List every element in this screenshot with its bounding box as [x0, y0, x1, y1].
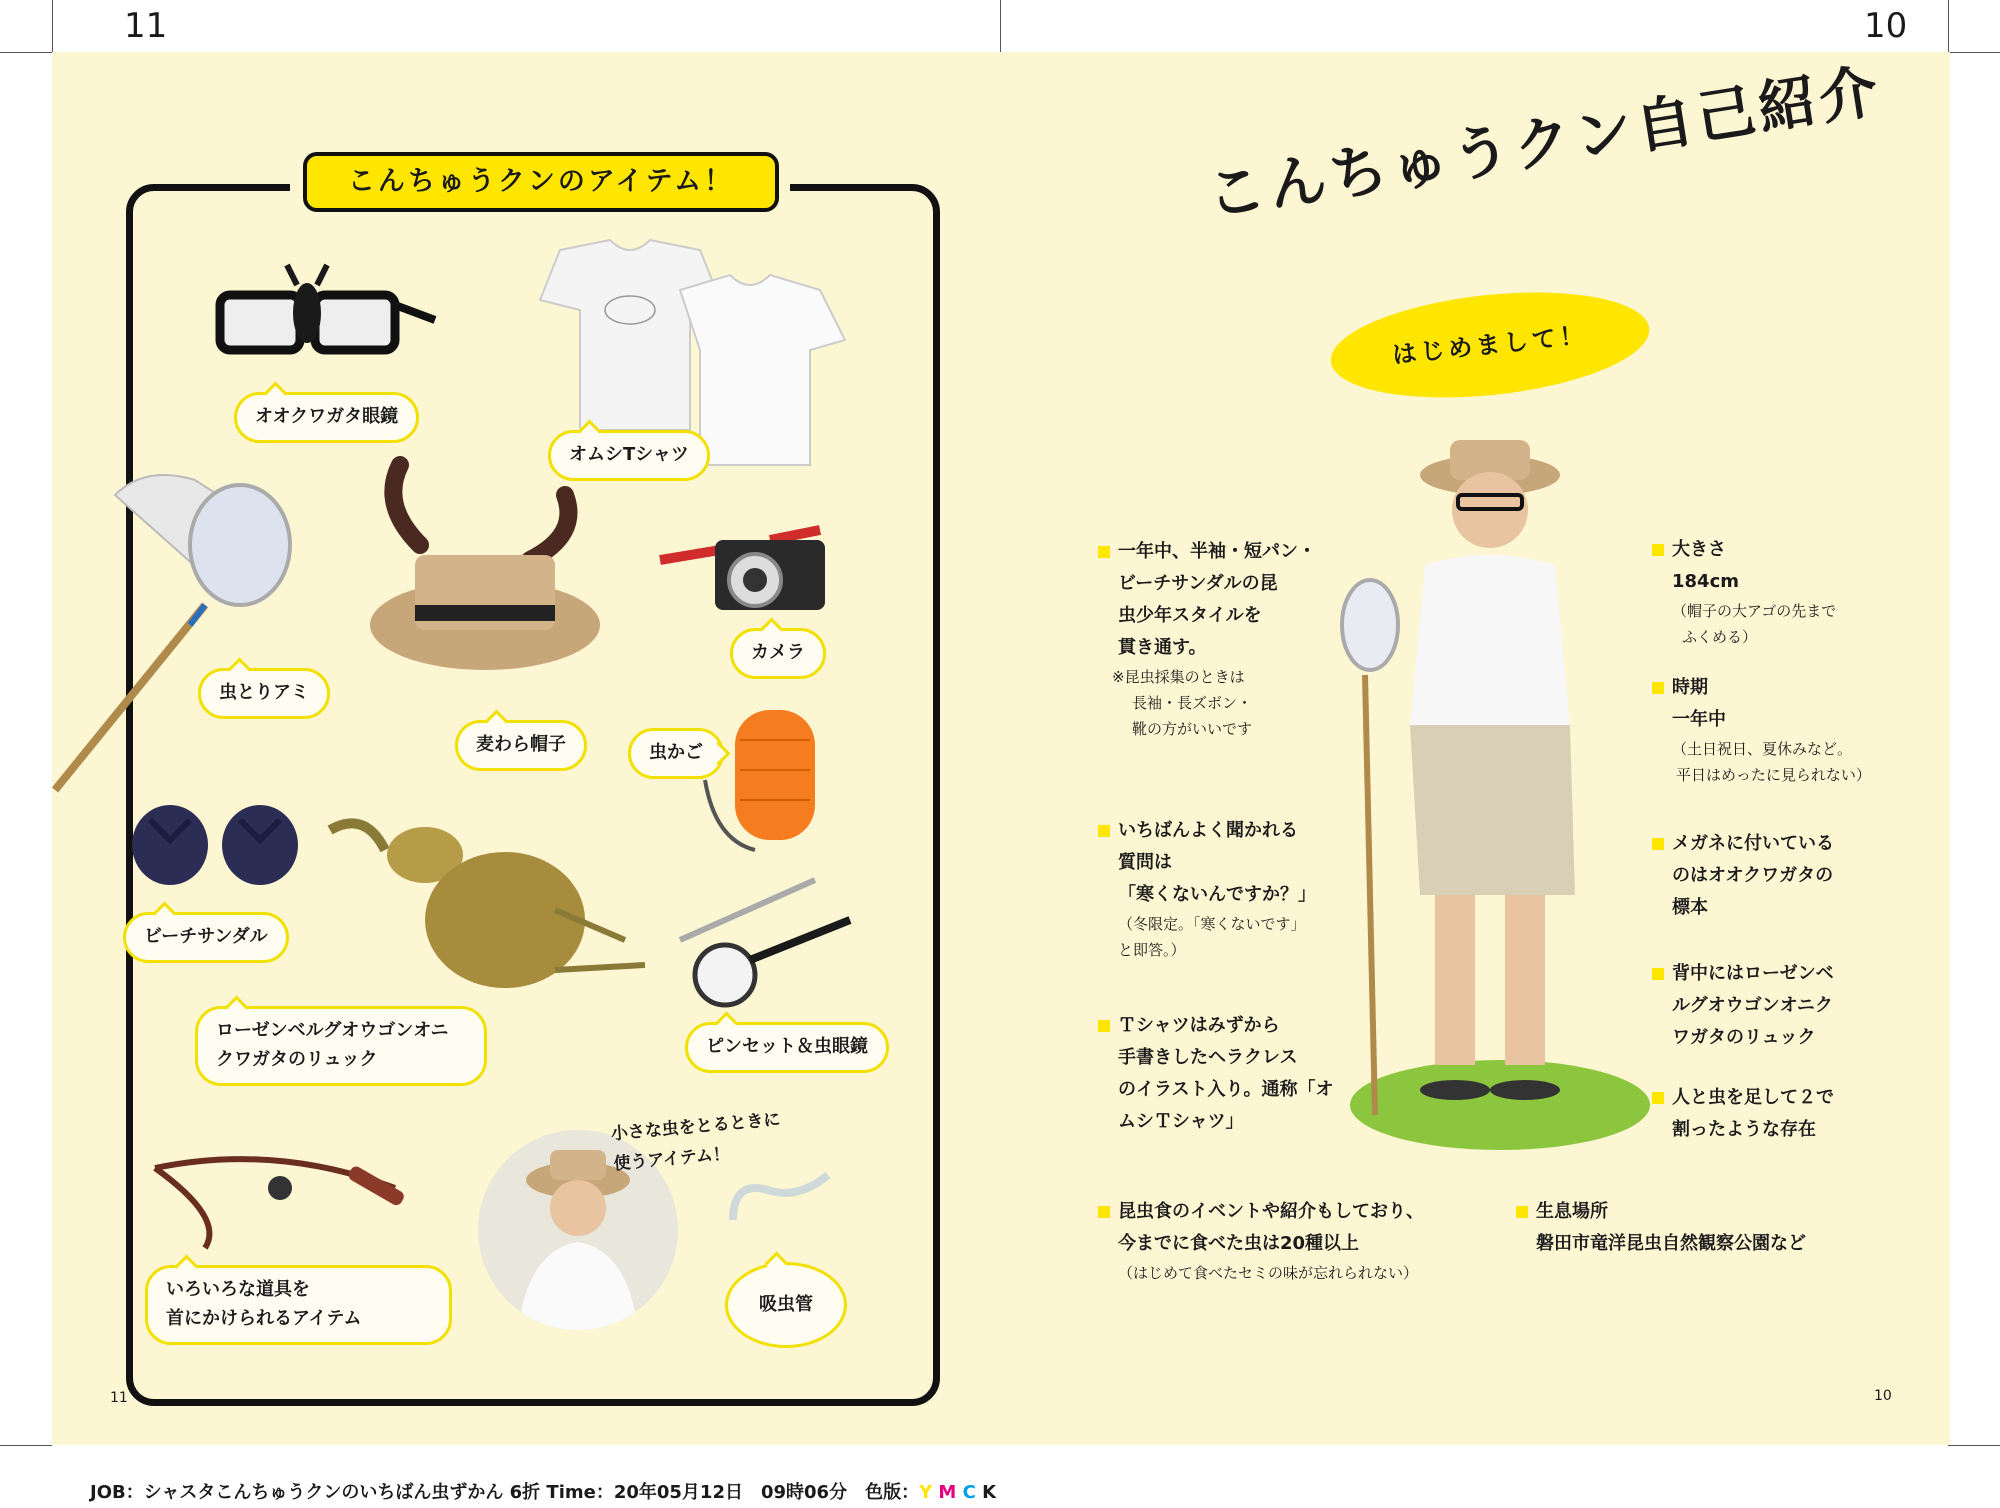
lanyard-icon	[145, 1148, 415, 1258]
tweezers-magnifier-icon	[680, 880, 850, 1010]
item-label-camera: カメラ	[730, 628, 826, 679]
section-title: こんちゅうクンのアイテム！	[303, 152, 779, 212]
item-label-sandals: ビーチサンダル	[123, 912, 289, 963]
straw-hat-icon	[370, 465, 600, 675]
info-block-style: 一年中、半袖・短パン・ ビーチサンダルの昆 虫少年スタイルを 貫き通す。 ※昆虫採集のときは 長袖・長ズボン・ 靴の方がいいです	[1098, 536, 1316, 742]
insect-net-icon	[55, 465, 315, 795]
info-block-backpack: 背中にはローゼンベ ルグオウゴンオニク ワガタのリュック	[1652, 958, 1834, 1054]
page-number-right-bottom: 10	[1874, 1388, 1892, 1404]
item-label-lanyard: いろいろな道具を 首にかけられるアイテム	[145, 1265, 452, 1345]
print-job-line: JOB：シャスタこんちゅうクンのいちばん虫ずかん 6折 Time：20年05月12日 09時06分 色版：Y M C K	[90, 1482, 997, 1503]
crop-mark	[1948, 52, 2000, 53]
crop-mark	[0, 52, 52, 53]
crop-mark	[1948, 1445, 2000, 1446]
tshirt-icon	[520, 240, 850, 460]
page-number-left-bottom: 11	[110, 1390, 128, 1406]
item-label-tweezers: ピンセット＆虫眼鏡	[685, 1022, 889, 1073]
item-label-cage: 虫かご	[628, 728, 724, 779]
page-number-left-top: 11	[124, 6, 168, 46]
page-title: こんちゅうクン自己紹介	[1202, 56, 1887, 231]
info-block-glasses: メガネに付いている のはオオクワガタの 標本	[1652, 828, 1834, 924]
info-block-insect-food: 昆虫食のイベントや紹介もしており、 今までに食べた虫は20種以上 （はじめて食べたセミの味が忘れられない）	[1098, 1196, 1424, 1286]
item-label-glasses: オオクワガタ眼鏡	[234, 392, 419, 443]
item-label-shirt: オムシTシャツ	[548, 430, 710, 481]
info-block-question: いちばんよく聞かれる 質問は 「寒くないんですか？」 （冬限定。「寒くないです」 と即答。）	[1098, 815, 1316, 963]
person-illustration	[1340, 425, 1640, 1115]
info-block-existence: 人と虫を足して２で 割ったような存在	[1652, 1082, 1834, 1146]
item-label-aspirator: 吸虫管	[725, 1262, 847, 1348]
sandals-icon	[130, 800, 310, 895]
info-block-tshirt: Ｔシャツはみずから 手書きしたヘラクレス のイラスト入り。通称「オ ムシＴシャツ」	[1098, 1010, 1333, 1138]
info-block-size: 大きさ 184cm （帽子の大アゴの先まで ふくめる）	[1652, 534, 1836, 650]
info-block-habitat: 生息場所 磐田市竜洋昆虫自然観察公園など	[1516, 1196, 1806, 1260]
crop-mark	[52, 0, 53, 52]
small-items-caption: 小さな虫をとるときに 使うアイテム！	[610, 1109, 782, 1175]
camera-icon	[660, 520, 830, 620]
item-label-net: 虫とりアミ	[198, 668, 330, 719]
aspirator-icon	[728, 1170, 838, 1240]
page-number-right-top: 10	[1864, 6, 1908, 46]
item-label-backpack: ローゼンベルグオウゴンオニ クワガタのリュック	[195, 1006, 487, 1086]
glasses-icon	[215, 265, 435, 375]
crop-mark	[1948, 0, 1949, 52]
item-label-hat: 麦わら帽子	[455, 720, 587, 771]
crop-mark	[0, 1445, 52, 1446]
bug-cage-icon	[695, 700, 845, 860]
info-block-season: 時期 一年中 （土日祝日、夏休みなど。 平日はめったに見られない）	[1652, 672, 1871, 788]
crop-mark	[1000, 0, 1001, 52]
greeting-badge: はじめまして！	[1326, 279, 1655, 412]
beetle-backpack-icon	[325, 800, 645, 1020]
